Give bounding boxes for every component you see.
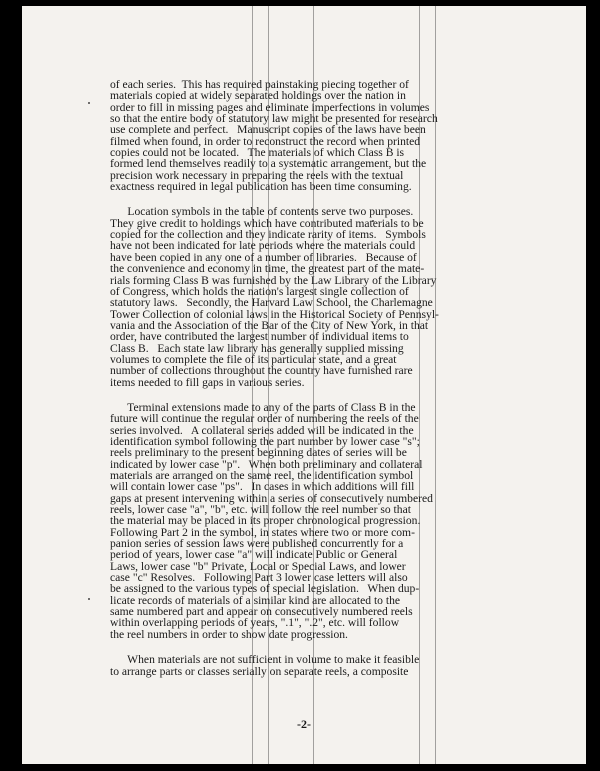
paragraph [110, 654, 556, 677]
text-line: When materials are not sufficient in volume to make it feasible [110, 653, 420, 667]
paragraph [110, 206, 556, 388]
text-line: precision work necessary in preparing the reels with the textual [110, 168, 404, 182]
text-line: Tower Collection of colonial laws in the Historical Society of Pennsyl- [110, 307, 439, 321]
text-line: vania and the Association of the Bar of the City of New York, in that [110, 318, 429, 332]
text-line: period of years, lower case "a" will indicate Public or General [110, 548, 398, 562]
text-line: Following Part 2 in the symbol, in states where two or more com- [110, 525, 415, 539]
text-line: Class B. Each state law library has generally supplied missing [110, 341, 404, 355]
text-line: reels preliminary to the present beginning dates of series will be [110, 446, 407, 460]
text-line: volumes to complete the file of its particular state, and a great [110, 352, 397, 366]
text-line: same numbered part and appear on consecutively numbered reels [110, 605, 413, 619]
text-line: will contain lower case "ps". In cases in which additions will fill [110, 480, 415, 494]
text-line: They give credit to holdings which have contributed materials to be [110, 216, 424, 230]
text-line: within overlapping periods of years, ".1", ".2", etc. will follow [110, 616, 400, 630]
text-line: to arrange parts or classes serially on separate reels, a composite [110, 664, 409, 678]
text-line: number of collections throughout the country have furnished rare [110, 364, 413, 378]
text-line: Laws, lower case "b" Private, Local or Special Laws, and lower [110, 559, 406, 573]
text-line: the material may be placed in its proper chronological progression. [110, 514, 421, 528]
text-line: the convenience and economy in time, the greatest part of the mate- [110, 262, 425, 276]
text-line: future will continue the regular order of numbering the reels of the [110, 412, 419, 426]
text-line: statutory laws. Secondly, the Harvard Law School, the Charlemagne [110, 296, 433, 310]
text-line: order, have contributed the largest number of individual items to [110, 330, 409, 344]
document-page [22, 6, 586, 764]
text-line: case "c" Resolves. Following Part 3 lower case letters will also [110, 571, 408, 585]
text-line: identification symbol following the part number by lower case "s"; [110, 434, 420, 448]
text-line: licate records of materials of a similar kind are allocated to the [110, 593, 401, 607]
text-line: reels, lower case "a", "b", etc. will follow the reel number so that [110, 503, 411, 517]
text-line: so that the entire body of statutory law might be presented for research [110, 112, 438, 126]
text-line: formed lend themselves readily to a systematic arrangement, but the [110, 157, 427, 171]
text-line: order to fill in missing pages and eliminate imperfections in volumes [110, 100, 430, 114]
text-line: filmed when found, in order to reconstruct the record when printed [110, 134, 421, 148]
text-line: series involved. A collateral series added will be indicated in the [110, 423, 414, 437]
text-line: copied for the collection and they indicate rarity of items. Symbols [110, 228, 426, 242]
text-line: items needed to fill gaps in various series. [110, 375, 305, 389]
text-line: rials forming Class B was furnished by the Law Library of the Library [110, 273, 437, 287]
paragraph [110, 402, 556, 640]
text-line: be assigned to the various types of special legislation. When dup- [110, 582, 420, 596]
text-line: have not been indicated for late periods where the materials could [110, 239, 416, 253]
text-line: gaps at present intervening within a series of consecutively numbered [110, 491, 433, 505]
text-line: Location symbols in the table of contents serve two purposes. [110, 205, 414, 219]
text-line: panion series of session laws were published concurrently for a [110, 537, 404, 551]
scan-speck [88, 102, 90, 104]
text-line: copies could not be located. The materials of which Class B is [110, 146, 405, 160]
text-line: materials are arranged on the same reel, the identification symbol [110, 469, 414, 482]
text-line: indicated by lower case "p". When both preliminary and collateral [110, 457, 423, 471]
text-line: exactness required in legal publication has been time consuming. [110, 180, 412, 194]
text-line: have been copied in any one of a number of libraries. Because of [110, 250, 417, 264]
text-line: materials copied at widely separated holdings over the nation in [110, 89, 406, 103]
text-line: the reel numbers in order to show date progression. [110, 627, 348, 641]
text-line: use complete and perfect. Manuscript copies of the laws have been [110, 123, 426, 137]
body-text [110, 79, 556, 691]
text-line: of Congress, which holds the nation's largest single collection of [110, 284, 409, 298]
text-line: Terminal extensions made to any of the parts of Class B in the [110, 400, 416, 414]
text-line: of each series. This has required painstaking piecing together of [110, 78, 409, 91]
paragraph [110, 79, 556, 192]
scan-speck [88, 598, 90, 600]
page-number: -2- [297, 717, 311, 731]
